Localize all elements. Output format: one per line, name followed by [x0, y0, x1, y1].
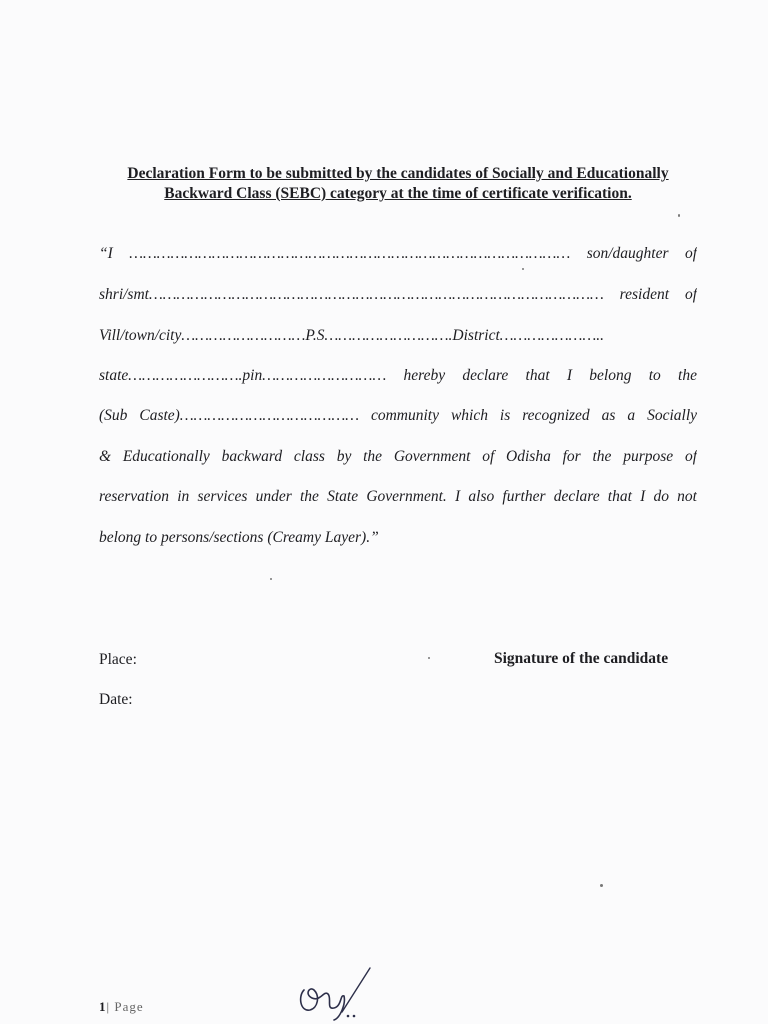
- page-word: Page: [114, 999, 144, 1014]
- declaration-line-reservation: reservation in services under the State Government. I also further declare that I do not: [99, 488, 697, 505]
- declaration-line-sub-caste: (Sub Caste)………………………………… community which is recognized as a Socially: [99, 407, 697, 424]
- declaration-line-government: & Educationally backward class by the Government of Odisha for the purpose of: [99, 448, 697, 465]
- page-number-footer: [99, 998, 144, 1016]
- handwritten-initials: [290, 960, 380, 1024]
- declaration-line-name: “I …………………………………………………………………………………… son/daughter of: [99, 245, 697, 262]
- date-label: Date:: [99, 691, 133, 708]
- declaration-line-parent: shri/smt……………………………………………………………………………………… resident of: [99, 286, 697, 303]
- scan-speck: [522, 268, 524, 270]
- page-separator: |: [106, 999, 111, 1014]
- declaration-line-state-pin: state…………………….pin……………………… hereby declare that I belong to the: [99, 367, 697, 384]
- scan-speck: [428, 657, 430, 659]
- scan-speck: [678, 214, 680, 217]
- scan-speck: [600, 884, 603, 887]
- declaration-line-address: Vill/town/city………………………P.S……………………….District…………………..: [99, 327, 604, 344]
- signature-label: Signature of the candidate: [494, 650, 669, 667]
- place-label: Place:: [99, 651, 137, 668]
- page-number: 1: [99, 999, 107, 1014]
- form-title-line-2: Backward Class (SEBC) category at the time of certificate verification.: [164, 185, 632, 202]
- form-title-line-1: Declaration Form to be submitted by the candidates of Socially and Educationally: [127, 165, 669, 182]
- scan-speck: [270, 578, 272, 580]
- declaration-line-creamy-layer: belong to persons/sections (Creamy Layer).”: [99, 529, 379, 546]
